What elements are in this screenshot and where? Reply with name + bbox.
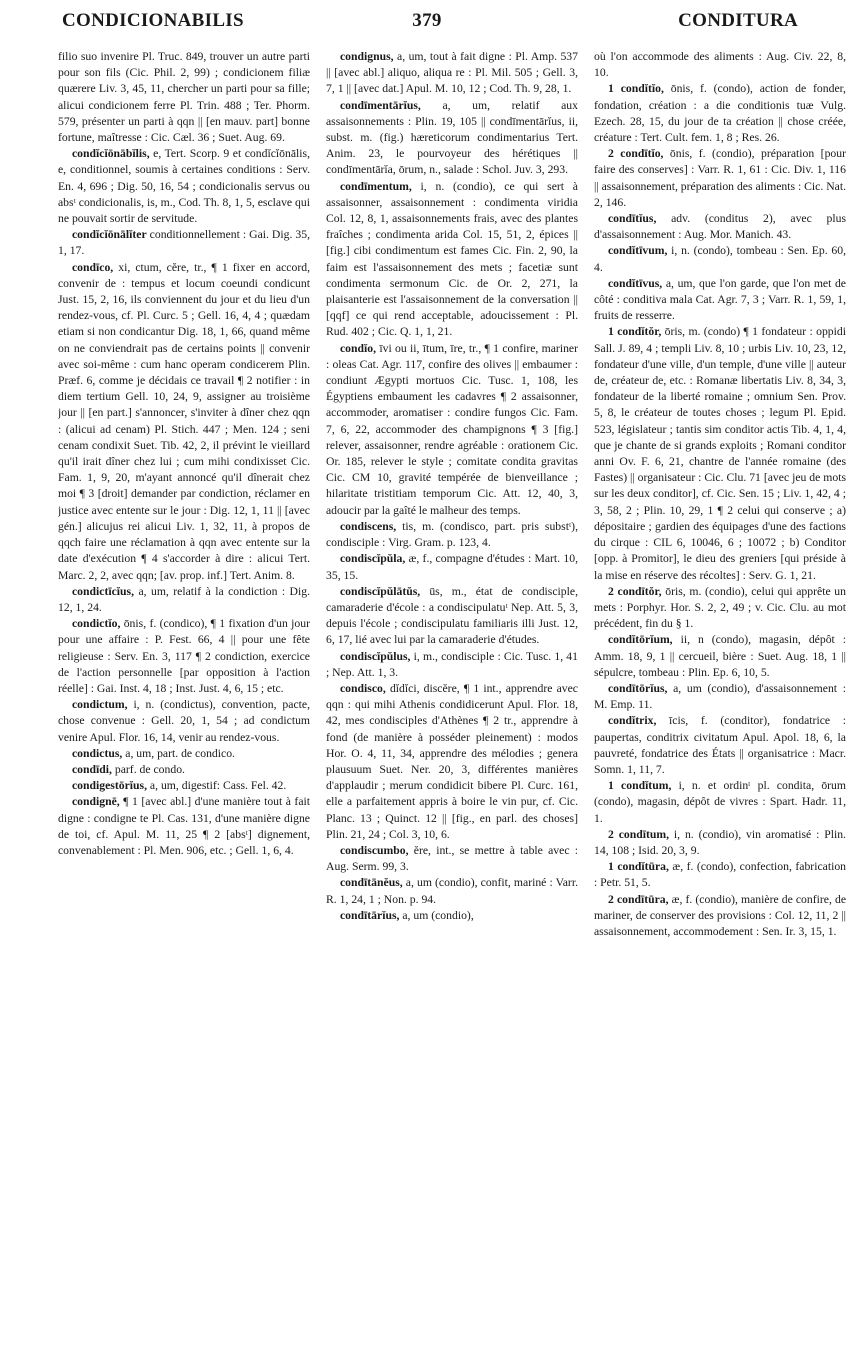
dictionary-entry: [58, 746, 310, 762]
running-head-left: CONDICIONABILIS: [62, 10, 244, 31]
entry-definition: ¶ 1 [avec abl.] d'une manière tout à fait digne : condigne te Pl. Cas. 131, d'une manière digne de toi, cf. Apul. M. 11, 25 ¶ 2 [absᵗ] dignement, convenablement : Pl. Men. 906, etc. ; Gell. 1, 6, 4.: [58, 795, 310, 857]
entry-definition: xi, ctum, cĕre, tr., ¶ 1 fixer en accord, convenir de : tempus et locum coeundi condicunt Just. 15, 2, 16, ils conviennent du jour et du lieu d'un rendez-vous, cf. Pl. Curc. 5 ; Gell. 16, 4, 4 ; quædam etiam si non condicantur Dig. 18, 1, 66, quand même on ne conviendrait pas de certains points || convenir avec soi-même : cum hanc operam condicerem Plin. Præf. 6, comme je décidais ce travail ¶ 2 notifier : in diem tertium Gell. 10, 24, 9, assigner au troisième jour || [en part.] s'annoncer, s'inviter à dîner chez qqn : (alicui ad cenam) Pl. Stich. 447 ; Men. 124 ; seni cenam condixit Suet. Tib. 42, 2, il prévint le vieillard qu'il irait dîner chez lui ; cum mihi condixisset Cic. Fam. 1, 9, 20, m'ayant annoncé qu'il dînerait chez moi ¶ 3 [droit] demander par condiction, réclamer en justice avec entente sur le jour : Dig. 12, 1, 11 || [avec gén.] alicujus rei alicui Liv. 1, 32, 11, à propos de qqch faire une réclamation à qqn avec entente sur la date d'exécution ¶ 4 s'accorder à dire : alicui Tert. Marc. 2, 2, avec qqn; [av. prop. inf.] Tert. Anim. 8.: [58, 260, 310, 582]
entry-definition: ōris, m. (condo) ¶ 1 fondateur : oppidi Sall. J. 89, 4 ; templi Liv. 8, 10 ; urbis Liv. 10, 23, 12, fondateur d'une ville, d'un temple, d'une ville || auteur de, créateur de, etc. : Romanæ libertatis Liv. 8, 34, 3, fondateur de la liberté romaine ; omnium Sen. Prov. 5, 8, le créateur de toutes choses ; legum Pl. Epid. 523, législateur ; tantis sim conditor actis Tib. 4, 1, 4, que je chante de si grands exploits ; Romani conditor anni Ov. F. 6, 21, chantre de l'année romaine (des Fastes) || organisateur : Cic. Clu. 71 [avec jeu de mots sur les deux conditor], cf. Cic. Sen. 15 ; Liv. 1, 42, 4 ; 3, 58, 2 ; Plin. 10, 29, 1 ¶ 2 celui qui conserve ; a) dépositaire ; gardien des équipages d'une des factions du cirque : CIL 6, 10046, 6 ; 10072 ; b) Conditor [opp. à Promitor], le dieu des greniers [qui préside à la mise en réserve des récoltes] : Serv. G. 1, 21.: [594, 325, 846, 582]
dictionary-entry: [58, 762, 310, 778]
entry-headword: condictus,: [72, 746, 123, 760]
entry-definition: a, um, relatif aux assaisonnements : Plin. 19, 105 || condīmentārĭus, ii, subst. m. (fig.) hæreticorum condimentarius Tert. Anim. 23, le pourvoyeur des hérétiques || condīmentārĭa, ōrum, n., salade : Schol. Juv. 3, 293.: [326, 98, 578, 177]
entry-definition: i, n. et ordinᵗ pl. condita, ōrum (condo), magasin, dépôt de vivres : Spart. Hadr. 11, 1.: [594, 779, 846, 825]
entry-definition: où l'on accommode des aliments : Aug. Civ. 22, 8, 10.: [594, 50, 846, 80]
entry-definition: a, um, digestif: Cass. Fel. 42.: [147, 779, 287, 793]
entry-definition: a, um, que l'on garde, que l'on met de côté : conditiva mala Cat. Agr. 7, 3 ; Varr. R. 1, 59, 1, fruits de resserre.: [594, 276, 846, 323]
entry-definition: parf. de condo.: [111, 762, 185, 776]
entry-headword: condiscens,: [340, 519, 397, 533]
entry-definition: tis, m. (condisco, part. pris substᵗ), condisciple : Virg. Gram. p. 123, 4.: [326, 519, 578, 550]
entry-definition: i, n. (condio), ce qui sert à assaisonner, assaisonnement : condimenta viridia Col. 12, 8, 1, assaisonnements frais, avec des plantes fraîches ; condimenta arida Col. 15, 51, 2, épices || [fig.] cibi condimentum est fames Cic. Fin. 2, 90, la faim est l'assaisonnement des mets ; facetiæ sunt condimenta sermonum Cic. de Or. 2, 271, la plaisanterie est l'assaisonnement de la conversation || [qqf] ce qui rend acceptable, adoucissement : Pl. Rud. 402 ; Cic. Q. 1, 1, 21.: [326, 179, 578, 339]
dictionary-entry: [58, 584, 310, 616]
entry-definition: æ, f. (condo), confection, fabrication : Petr. 51, 5.: [594, 860, 846, 890]
entry-definition: adv. (conditus 2), avec plus d'assaisonnement : Aug. Mor. Manich. 43.: [594, 212, 846, 242]
entry-headword: condĭcĭōnālĭter: [72, 228, 147, 242]
entry-headword: condĭtīvus,: [608, 276, 663, 290]
dictionary-entry: [58, 778, 310, 794]
entry-headword: condīdi,: [72, 762, 112, 776]
entry-headword: condĭtrix,: [608, 714, 657, 728]
entry-headword: 2 condītŏr,: [608, 584, 662, 598]
entry-headword: 1 condĭtĭo,: [608, 82, 664, 96]
entry-definition: a, um (condio),: [399, 908, 474, 922]
entry-definition: a, um, relatif à la condiction : Dig. 12, 1, 24.: [58, 584, 310, 614]
entry-headword: condiscĭpŭlātŭs,: [340, 584, 421, 598]
dictionary-entry: [58, 616, 310, 697]
entry-definition: ōris, m. (condio), celui qui apprête un mets : Porphyr. Hor. S. 2, 2, 49 ; v. Cic. Clu. au mot précédent, fin du § 1.: [594, 584, 846, 631]
entry-headword: condisco,: [340, 681, 386, 695]
entry-headword: condiscĭpŭla,: [340, 552, 406, 566]
dictionary-entry: [594, 211, 846, 243]
dictionary-entry: [326, 519, 578, 551]
page-number: 379: [412, 10, 442, 31]
column-1: [58, 49, 310, 1349]
dictionary-entry: [594, 681, 846, 713]
dictionary-entry: [594, 276, 846, 325]
entry-headword: condictum,: [72, 698, 128, 712]
dictionary-entry: [326, 843, 578, 875]
dictionary-entry: [326, 341, 578, 519]
entry-definition: ōnis, f. (condio), préparation [pour faire des conserves] : Varr. R. 1, 61 : Cic. Div. 1, 116 || assaisonnement, préparation des aliments : Cic. Nat. 2, 146.: [594, 147, 846, 209]
entry-definition: īvi ou ii, ītum, īre, tr., ¶ 1 confire, mariner : oleas Cat. Agr. 117, confire des olives || embaumer : condiunt Ægypti mortuos Cic. Tusc. 1, 108, les Égyptiens embaument les cadavres ¶ 2 assaisonner, accommoder, aromatiser : condire fungos Cic. Fam. 7, 6, 22, accommoder des champignons ¶ 3 [fig.] relever, assaisonner, rendre agréable : orationem Cic. Or. 185, relever le style ; comitate condita gravitas Cic. CM 10, gravité tempérée de bienveillance ; hilaritate tristitiam temporum Cic. Att. 12, 40, 3, adoucir par la gaîté le malheur des temps.: [326, 341, 578, 517]
dictionary-entry: [58, 146, 310, 227]
dictionary-entry: [326, 875, 578, 907]
entry-headword: condīmentārĭus,: [340, 98, 421, 112]
entry-definition: īcis, f. (conditor), fondatrice : paupertas, conditrix civitatum Apul. Apol. 18, 6, la pauvreté, fondatrice des États || organisatrice : Macr. Somn. 1, 11, 7.: [594, 714, 846, 776]
entry-headword: condictīcĭus,: [72, 584, 135, 598]
dictionary-entry: [594, 713, 846, 778]
dictionary-entry: [594, 859, 846, 891]
entry-definition: e, Tert. Scorp. 9 et condĭcĭōnālis, e, conditionnel, soumis à certaines conditions : Serv. En. 4, 696 ; Dig. 50, 16, 54 ; condicionalis servus ou absᵗ condicionalis, is, m., Cod. Th. 8, 1, 5, esclave qui ne pouvait sortir de servitude.: [58, 147, 310, 226]
dictionary-entry: [594, 146, 846, 211]
dictionary-entry: [594, 49, 846, 81]
entry-definition: ii, n (condo), magasin, dépôt : Amm. 18, 9, 1 || cercueil, bière : Suet. Aug. 18, 1 || sépulcre, tombeau : Plin. Ep. 6, 10, 5.: [594, 633, 846, 679]
entry-headword: condignus,: [340, 50, 394, 63]
entry-definition: a, um, part. de condico.: [122, 746, 235, 760]
dictionary-entry: [326, 681, 578, 843]
entry-definition: i, m., condisciple : Cic. Tusc. 1, 41 ; Nep. Att. 1, 3.: [326, 649, 578, 679]
column-2: [326, 49, 578, 1349]
entry-definition: i, n. (condictus), convention, pacte, chose convenue : Gell. 20, 1, 54 ; ad condictum venire Apul. Flor. 16, 14, venir au rendez-vous.: [58, 698, 310, 744]
dictionary-entry: [594, 778, 846, 827]
entry-headword: condigestōrĭus,: [72, 779, 147, 793]
dictionary-entry: [326, 49, 578, 98]
dictionary-columns: [58, 49, 846, 1349]
entry-headword: 1 condĭtŏr,: [608, 325, 662, 339]
dictionary-entry: [326, 179, 578, 341]
dictionary-entry: [326, 551, 578, 583]
entry-headword: condīmentum,: [340, 179, 412, 193]
entry-headword: condītōrĭus,: [608, 681, 668, 695]
dictionary-entry: [58, 794, 310, 859]
entry-headword: 2 condītum,: [608, 827, 670, 841]
entry-definition: æ, f., compagne d'études : Mart. 10, 35, 15.: [326, 552, 578, 582]
entry-definition: ōnis, f. (condo), action de fonder, fondation, création : a die conditionis tuæ Vulg. Ezech. 28, 15, du jour de ta création || chose créée, créature : Tert. Cult. fem. 1, 8 ; Res. 26.: [594, 82, 846, 145]
entry-headword: 1 condĭtum,: [608, 779, 672, 793]
entry-definition: i, n. (condio), vin aromatisé : Plin. 14, 108 ; Isid. 20, 3, 9.: [594, 827, 846, 857]
entry-definition: i, n. (condo), tombeau : Sen. Ep. 60, 4.: [594, 244, 846, 274]
entry-headword: 2 condītĭo,: [608, 147, 664, 161]
entry-headword: condignē,: [72, 795, 120, 809]
entry-headword: 2 condītūra,: [608, 892, 669, 906]
dictionary-entry: [594, 827, 846, 859]
entry-headword: condĭtīvum,: [608, 244, 668, 258]
entry-headword: condītānĕus,: [340, 876, 403, 890]
entry-headword: condīco,: [72, 260, 114, 274]
page-header: [0, 0, 854, 52]
entry-definition: æ, f. (condio), manière de confire, de mariner, de conserver des provisions : Col. 12, 11, 2 || assaisonnement, accommodement : Sen. Ir. 3, 15, 1.: [594, 892, 846, 938]
dictionary-entry: [326, 98, 578, 179]
entry-headword: condĭcĭōnābĭlis,: [72, 147, 150, 161]
entry-definition: ūs, m., état de condisciple, camaraderie d'école : a condiscipulatuᵗ Nep. Att. 5, 3, depuis l'école ; condiscipulatu familiaris illi Just. 12, 6, 17, lié avec lui par la camaraderie d'études.: [326, 584, 578, 647]
running-head-right: CONDITURA: [678, 10, 798, 31]
dictionary-entry: [58, 49, 310, 146]
entry-definition: a, um (condio), confit, mariné : Varr. R. 1, 24, 1 ; Non. p. 94.: [326, 876, 578, 906]
entry-headword: condītĭus,: [608, 212, 657, 226]
entry-definition: dĭdĭci, discĕre, ¶ 1 int., apprendre avec qqn : qui mihi Athenis condidicerunt Apul. Flor. 18, 42, mes condisciples d'Athènes ¶ 2 tr., apprendre à fond (de manière à posséder pleinement) : modos Hor. O. 4, 11, 34, apprendre des mélodies ; genera plausuum Suet. Ner. 20, 3, différentes manières d'applaudir ; merum condidicit bibere Pl. Curc. 161, elle a parfaitement appris à boire le vin pur, cf. Cic. Planc. 13 ; Quinct. 12 || [fig., en parl. des choses] Plin. 21, 24 ; Col. 3, 10, 6.: [326, 681, 578, 841]
entry-headword: condĭo,: [340, 341, 377, 355]
entry-definition: ōnis, f. (condico), ¶ 1 fixation d'un jour pour une affaire : P. Fest. 66, 4 || pour une fête religieuse : Serv. En. 3, 117 ¶ 2 condiction, exercice de l'action personnelle [par opposition à l'action réelle] : Gai. Inst. 4, 18 ; Inst. Just. 4, 6, 15 ; etc.: [58, 617, 310, 695]
entry-headword: condiscĭpŭlus,: [340, 649, 411, 663]
entry-headword: condiscumbo,: [340, 843, 409, 857]
entry-definition: filio suo invenire Pl. Truc. 849, trouver un autre parti pour son fils (Cic. Phil. 2, 99) ; condicionem filiæ quærere Liv. 3, 45, 11, chercher un parti pour sa fille; alicui condicionem ferre Pl. Trin. 488 ; Ter. Phorm. 579, présenter un parti à qqn || [en mauv. part] bonne fortune, maîtresse : Cic. Cæl. 36 ; Suet. Aug. 69.: [58, 50, 310, 145]
dictionary-entry: [594, 632, 846, 681]
dictionary-entry: [326, 908, 578, 924]
dictionary-entry: [594, 81, 846, 146]
entry-headword: 1 condĭtūra,: [608, 860, 669, 874]
entry-definition: conditionnellement : Gai. Dig. 35, 1, 17.: [58, 228, 310, 258]
entry-definition: ĕre, int., se mettre à table avec : Aug. Serm. 99, 3.: [326, 843, 578, 874]
dictionary-entry: [326, 649, 578, 681]
entry-headword: condĭtōrĭum,: [608, 633, 673, 647]
entry-headword: condītārĭus,: [340, 908, 400, 922]
dictionary-entry: [58, 227, 310, 259]
dictionary-entry: [58, 260, 310, 584]
dictionary-entry: [594, 324, 846, 583]
entry-definition: a, um (condio), d'assaisonnement : M. Emp. 11.: [594, 681, 846, 712]
entry-headword: condictĭo,: [72, 617, 121, 631]
dictionary-entry: [594, 243, 846, 275]
dictionary-entry: [326, 584, 578, 649]
column-3: [594, 49, 846, 1349]
dictionary-entry: [58, 697, 310, 746]
dictionary-entry: [594, 892, 846, 941]
dictionary-entry: [594, 584, 846, 633]
entry-definition: a, um, tout à fait digne : Pl. Amp. 537 || [avec abl.] aliquo, aliqua re : Pl. Mil. 505 ; Gell. 3, 7, 1 || [avec dat.] Apul. M. 10, 12 ; Cod. Th. 9, 28, 1.: [326, 50, 578, 96]
